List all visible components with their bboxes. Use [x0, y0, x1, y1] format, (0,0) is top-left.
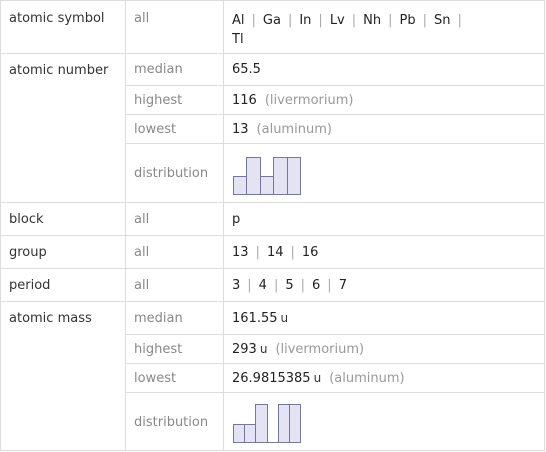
- atomic-mass-lowest-label: lowest: [125, 364, 223, 392]
- period-item: 5: [285, 277, 294, 293]
- atomic-number-distribution-cell: [223, 144, 545, 202]
- unit: u: [280, 311, 289, 325]
- histogram-bar: [246, 157, 260, 195]
- symbol-item: Sn: [433, 13, 451, 28]
- highest-note: (livermorium): [264, 92, 354, 108]
- atomic-mass-median: [223, 302, 545, 334]
- symbol-item: Nh: [363, 13, 382, 28]
- block-label: block: [9, 211, 44, 227]
- highest-note: (livermorium): [275, 341, 365, 357]
- symbol-item: In: [299, 13, 312, 28]
- lowest-note: (aluminum): [329, 370, 405, 386]
- atomic-number-distribution-label: distribution: [125, 144, 223, 202]
- period-item: 7: [338, 277, 347, 293]
- period-item: 4: [258, 277, 267, 293]
- atomic-symbol-label: atomic symbol: [9, 11, 105, 26]
- period-values: 3 | 4 | 5 | 6 | 7: [223, 269, 545, 301]
- atomic-number-median-label: median: [125, 54, 223, 85]
- block-value: p: [223, 203, 545, 235]
- atomic-mass-distribution-label: distribution: [125, 393, 223, 451]
- group-item: 14: [266, 244, 284, 260]
- period-item: 3: [232, 277, 241, 293]
- period-label: period: [9, 277, 51, 293]
- highest-value: 116: [232, 92, 257, 108]
- atomic-mass-histogram: [233, 403, 301, 443]
- group-sub: all: [125, 236, 223, 268]
- group-item: 13: [232, 244, 249, 260]
- symbol-item: Tl: [232, 32, 244, 47]
- atomic-number-label: atomic number: [9, 63, 109, 78]
- atomic-number-lowest-label: lowest: [125, 115, 223, 143]
- period-sub: all: [125, 269, 223, 301]
- histogram-bar: [273, 157, 287, 195]
- histogram-bar: [255, 404, 267, 443]
- atomic-mass-lowest: [223, 364, 545, 392]
- median-value: 161.55: [232, 310, 278, 326]
- group-values: 13 | 14 | 16: [223, 236, 545, 268]
- lowest-value: 13: [232, 121, 249, 137]
- unit: u: [259, 342, 268, 356]
- group-label: group: [9, 244, 47, 260]
- symbol-item: Al: [232, 13, 245, 28]
- highest-value: 293: [232, 341, 257, 357]
- atomic-number-highest: [223, 86, 545, 114]
- histogram-bar: [233, 176, 247, 195]
- atomic-number-histogram: [233, 156, 301, 195]
- atomic-number-lowest: [223, 115, 545, 143]
- lowest-note: (aluminum): [256, 121, 332, 137]
- block-sub: all: [125, 203, 223, 235]
- group-item: 16: [301, 244, 319, 260]
- histogram-bar: [289, 404, 301, 443]
- atomic-mass-highest: [223, 335, 545, 363]
- atomic-mass-distribution-cell: [223, 393, 545, 451]
- atomic-symbol-sub: all: [125, 1, 223, 53]
- atomic-mass-label: atomic mass: [9, 311, 92, 326]
- atomic-mass-median-label: median: [125, 302, 223, 334]
- symbol-item: Lv: [329, 13, 345, 28]
- unit: u: [313, 371, 322, 385]
- symbol-item: Pb: [399, 13, 416, 28]
- atomic-mass-highest-label: highest: [125, 335, 223, 363]
- atomic-number-highest-label: highest: [125, 86, 223, 114]
- period-item: 6: [312, 277, 321, 293]
- atomic-number-median-value: 65.5: [223, 54, 545, 85]
- lowest-value: 26.9815385: [232, 370, 311, 386]
- atomic-symbol-values: Al | Ga | In | Lv | Nh | Pb | Sn | Tl: [223, 1, 545, 53]
- histogram-bar: [260, 176, 274, 195]
- symbol-item: Ga: [262, 13, 281, 28]
- histogram-bar: [287, 157, 301, 195]
